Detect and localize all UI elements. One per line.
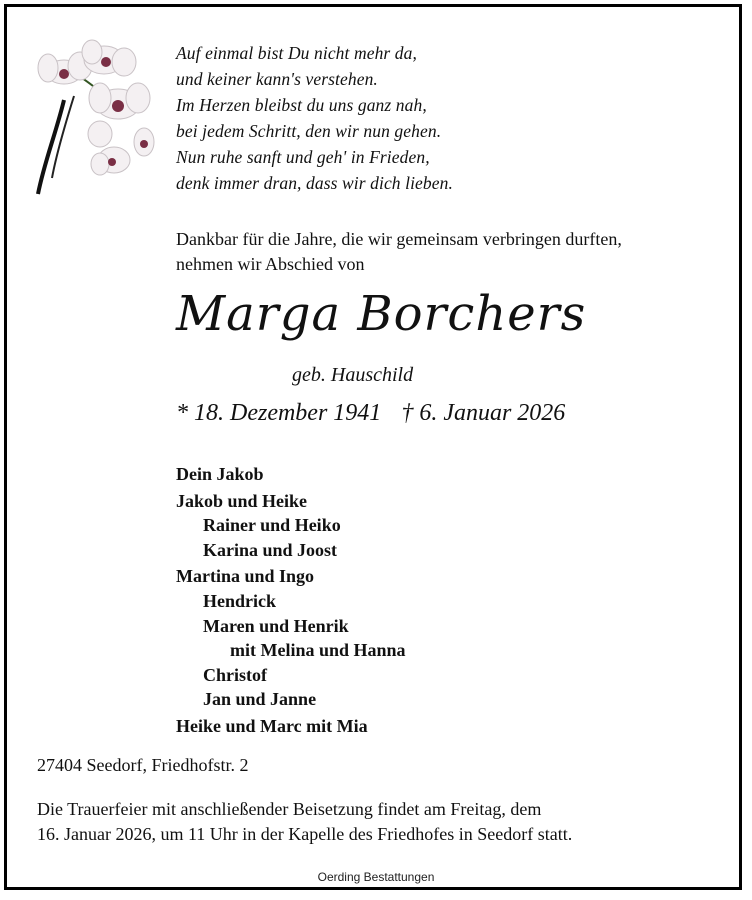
undertaker-name: Oerding Bestattungen bbox=[317, 870, 435, 884]
address: 27404 Seedorf, Friedhofstr. 2 bbox=[37, 755, 249, 775]
family-member: Maren und Henrik bbox=[203, 615, 349, 636]
family-member: Jakob und Heike bbox=[176, 490, 308, 511]
family-member: mit Melina und Hanna bbox=[230, 640, 406, 661]
intro-text bbox=[176, 227, 622, 277]
death-date: † 6. Januar 2026 bbox=[401, 400, 566, 426]
birth-date: * 18. Dezember 1941 bbox=[176, 400, 382, 426]
life-dates bbox=[176, 400, 565, 427]
orchid-illustration bbox=[34, 38, 156, 198]
family-member: Heike und Marc mit Mia bbox=[176, 715, 368, 736]
ceremony-line: 16. Januar 2026, um 11 Uhr in der Kapelle des Friedhofes in Seedorf statt. bbox=[37, 824, 573, 844]
family-member: Christof bbox=[203, 664, 267, 685]
poem-line: bei jedem Schritt, den wir nun gehen. bbox=[176, 121, 442, 141]
intro-line: Dankbar für die Jahre, die wir gemeinsam verbringen durften, bbox=[176, 229, 622, 249]
family-member: Karina und Joost bbox=[203, 539, 338, 560]
deceased-name: Marga Borchers bbox=[176, 286, 587, 342]
ceremony-notice bbox=[37, 797, 572, 847]
poem-line: Nun ruhe sanft und geh' in Frieden, bbox=[176, 147, 430, 167]
family-member: Jan und Janne bbox=[203, 689, 317, 710]
family-member: Martina und Ingo bbox=[176, 566, 315, 587]
intro-line: nehmen wir Abschied von bbox=[176, 254, 365, 274]
family-member: Dein Jakob bbox=[176, 464, 264, 484]
ceremony-line: Die Trauerfeier mit anschließender Beisetzung findet am Freitag, dem bbox=[37, 799, 542, 819]
poem-line: denk immer dran, dass wir dich lieben. bbox=[176, 173, 453, 193]
family-member: Hendrick bbox=[203, 590, 277, 611]
family-list bbox=[176, 462, 406, 739]
poem bbox=[176, 40, 453, 196]
family-member: Rainer und Heiko bbox=[203, 515, 341, 536]
poem-line: Auf einmal bist Du nicht mehr da, bbox=[176, 43, 417, 63]
maiden-name: geb. Hauschild bbox=[292, 364, 414, 386]
poem-line: Im Herzen bleibst du uns ganz nah, bbox=[176, 95, 427, 115]
poem-line: und keiner kann's verstehen. bbox=[176, 69, 378, 89]
